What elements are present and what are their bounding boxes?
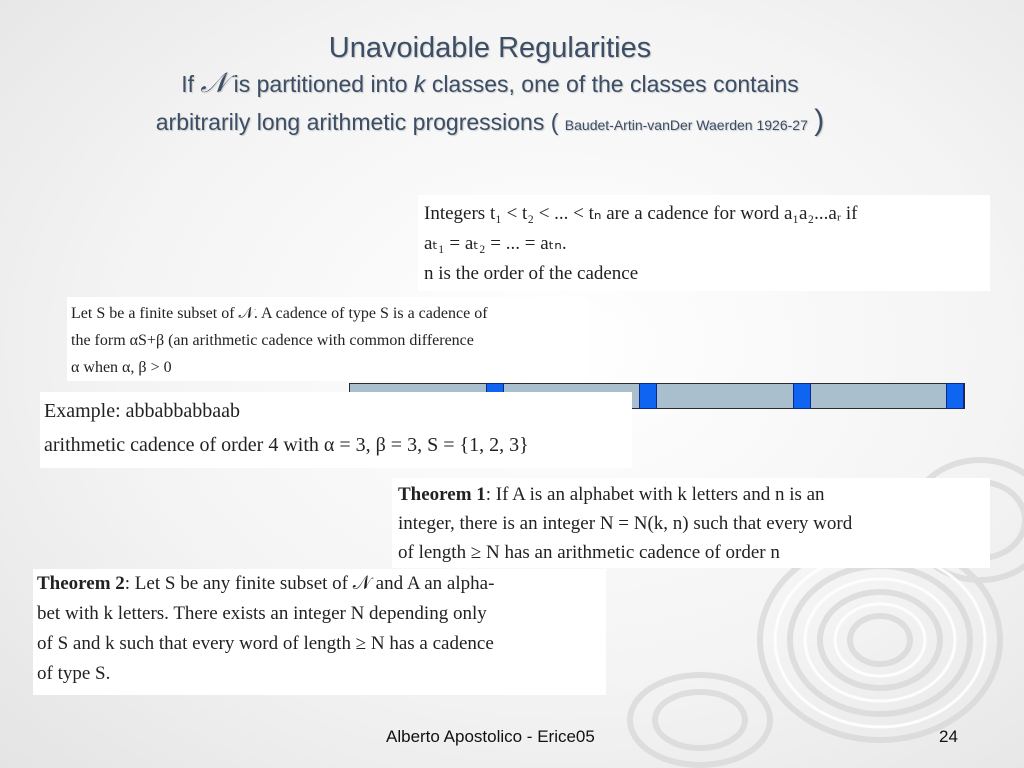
- cadence-type-definition-box: [67, 297, 588, 381]
- type-definition-line3: α when α, β > 0: [71, 359, 172, 376]
- natural-numbers-symbol: 𝒩: [200, 66, 228, 99]
- slide-title: Unavoidable Regularities: [328, 32, 652, 64]
- citation: Baudet-Artin-vanDer Waerden 1926-27: [564, 117, 808, 133]
- theorem1-box: [392, 478, 990, 568]
- type-definition-line1: Let S be a finite subset of 𝒩. A cadence of type S is a cadence of: [71, 305, 488, 322]
- theorem2-line4: of type S.: [37, 663, 111, 684]
- slide-subtitle-line2: arbitrarily long arithmetic progressions ( Baudet-Artin-vanDer Waerden 1926-27 ): [155, 104, 825, 137]
- cadence-definition-line1: Integers t₁ < t₂ < ... < tₙ are a cadence for word a₁a₂...aᵣ if: [424, 203, 858, 224]
- theorem2-line3: of S and k such that every word of length ≥ N has a cadence: [37, 633, 494, 654]
- theorem2-line2: bet with k letters. There exists an integer N depending only: [37, 603, 487, 624]
- example-line1: Example: abbabbabbaab: [44, 400, 241, 422]
- cadence-definition-line2: aₜ₁ = aₜ₂ = ... = aₜₙ.: [424, 233, 567, 254]
- sequence-mark-2: [639, 383, 657, 409]
- sequence-mark-3: [793, 383, 811, 409]
- theorem1-line1: Theorem 1: If A is an alphabet with k letters and n is an: [398, 484, 825, 505]
- theorem1-line2: integer, there is an integer N = N(k, n) such that every word: [398, 513, 853, 534]
- page-number: 24: [939, 727, 958, 746]
- type-definition-line2: the form αS+β (an arithmetic cadence with common difference: [71, 332, 474, 349]
- theorem1-label: Theorem 1: [398, 484, 486, 505]
- cadence-definition-box: [418, 195, 990, 291]
- theorem2-label: Theorem 2: [37, 573, 125, 594]
- sequence-mark-4: [946, 383, 964, 409]
- cadence-definition-line3: n is the order of the cadence: [424, 263, 639, 284]
- theorem2-line1: Theorem 2: Let S be any finite subset of 𝒩 and A an alpha-: [37, 573, 495, 594]
- theorem1-line3: of length ≥ N has an arithmetic cadence of order n: [398, 542, 780, 563]
- footer-author: Alberto Apostolico - Erice05: [386, 727, 595, 746]
- theorem2-box: [33, 569, 606, 695]
- example-box: [40, 392, 632, 468]
- slide-header: [0, 30, 980, 145]
- slide-subtitle-line1: If 𝒩 is partitioned into k classes, one of the classes contains: [181, 66, 799, 99]
- example-line2: arithmetic cadence of order 4 with α = 3, β = 3, S = {1, 2, 3}: [44, 434, 529, 456]
